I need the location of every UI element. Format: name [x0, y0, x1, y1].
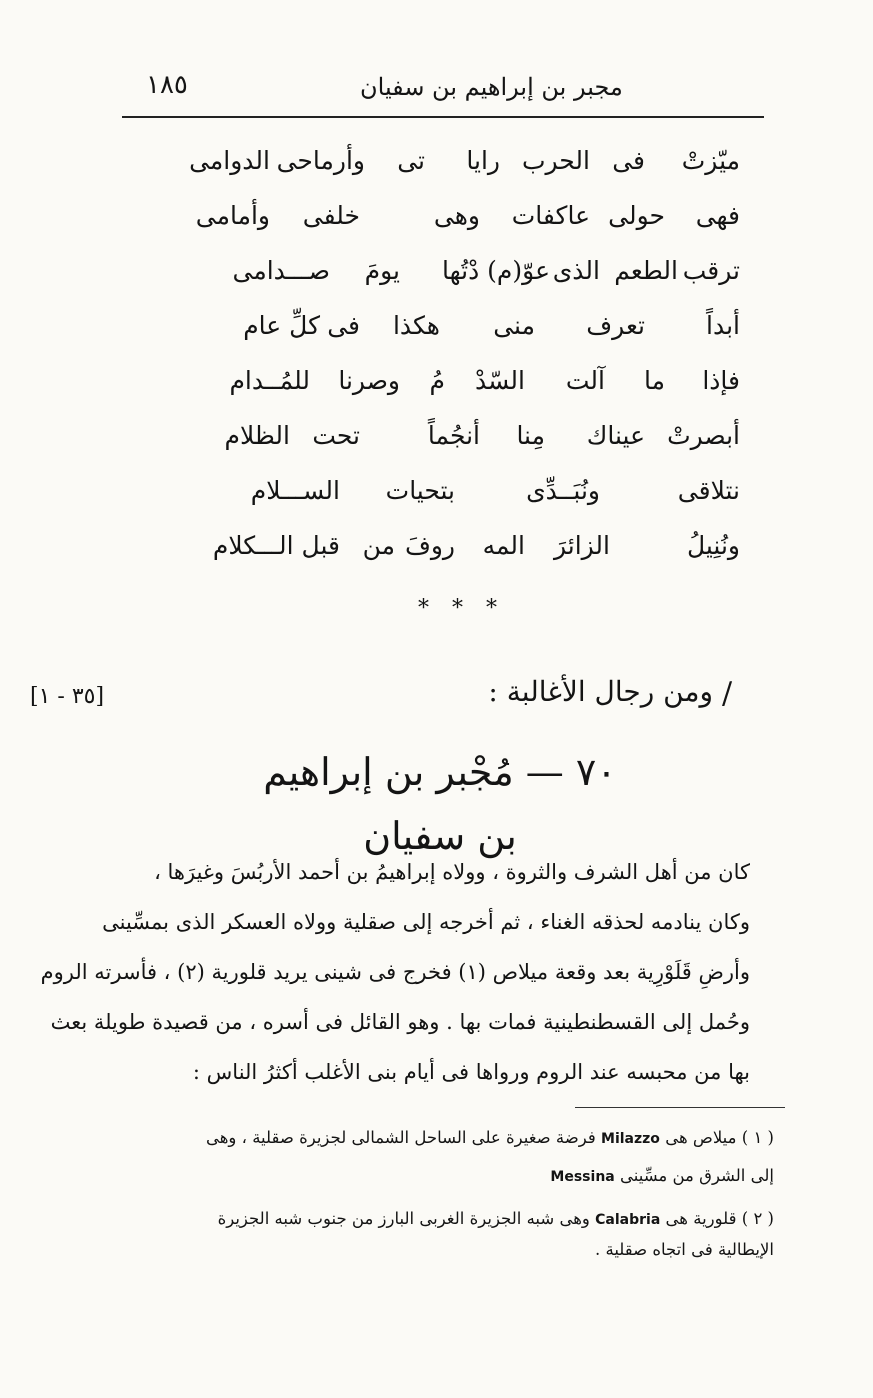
verse-word: خلفى: [302, 201, 360, 230]
verse-line: [200, 523, 740, 569]
verse-word: حولى: [608, 201, 665, 230]
page-number: ١٨٥: [146, 70, 188, 100]
verse-word: الزائرَ: [553, 531, 610, 560]
verse-word: ما: [643, 366, 665, 395]
verse-word: الذى: [552, 256, 600, 285]
verse-word: الطعم: [614, 256, 678, 285]
verse-word: صـــدامى: [232, 256, 330, 285]
verse-word: السّدْ: [475, 366, 525, 395]
verse-word: قبل الـــكلام: [212, 531, 340, 560]
verse-word: الظلام: [224, 421, 290, 450]
verse-word: الحرب: [521, 146, 590, 175]
verse-word: مِنا: [516, 421, 545, 450]
paragraph-line: وكان ينادمه لحذقه الغناء ، ثم أخرجه إلى صقلية وولاه العسكر الذى بمسِّينى: [102, 910, 750, 934]
verse-line: [200, 248, 740, 294]
section-separator: * * *: [418, 596, 505, 621]
section-heading: ومن رجال الأغالبة :: [488, 675, 713, 708]
footnote-latin-term: Calabria: [595, 1212, 661, 1228]
verse-word: تى: [397, 146, 425, 175]
running-title: مجبر بن إبراهيم بن سفيان: [360, 73, 623, 101]
verse-line: [200, 358, 740, 404]
verse-word: ونُبَــدِّى: [526, 476, 600, 505]
footnote-text: فرضة صغيرة على الساحل الشمالى لجزيرة صقلية ، وهى: [205, 1128, 596, 1147]
page-break-mark: /: [722, 676, 733, 711]
paragraph-line: وحُمل إلى القسطنطينية فمات بها . وهو القائل فى أسره ، من قصيدة طويلة بعث: [50, 1010, 750, 1034]
verse-word: للمُــدام: [229, 366, 310, 395]
verse-line: [195, 193, 740, 239]
paragraph-line: وأرضِ قَلَوْرِية بعد وقعة ميلاص (١) فخرج فى شينى يريد قلورية (٢) ، فأسرته الروم: [40, 960, 750, 984]
verse-word: ميّزتْ: [681, 146, 740, 175]
verse-word: مُ: [429, 366, 445, 395]
verse-word: نتلاقى: [677, 476, 740, 505]
footnote-text: وهى شبه الجزيرة الغربى البارز من جنوب شبه الجزيرة: [217, 1209, 590, 1228]
verse-word: المه: [482, 531, 525, 560]
header-rule: [122, 116, 764, 118]
verse-word: فإذا: [702, 366, 740, 395]
verse-word: فى: [612, 146, 645, 175]
footnote-latin-term: Milazzo: [601, 1131, 660, 1147]
verse-word: ترقب: [682, 256, 740, 285]
footnote-2-continued: الإيطالية فى اتجاه صقلية .: [594, 1240, 774, 1259]
verse-word: رايا: [466, 146, 500, 175]
verse-line: [200, 303, 740, 349]
verse-word: منى: [493, 311, 535, 340]
footnote-1: [122, 1125, 774, 1152]
verse-word: ونُنِيلُ: [686, 531, 740, 560]
entry-heading: ٧٠ — مُجْبر بن إبراهيم بن سفيان: [263, 750, 617, 858]
verse-word: وأمامى: [195, 201, 270, 230]
verse-word: يومَ: [364, 256, 400, 285]
verse-word: الســـلام: [250, 476, 340, 505]
verse-word: وأرماحى: [276, 146, 365, 175]
footnote-latin-term: Messina: [550, 1169, 615, 1185]
verse-word: تحت: [312, 421, 360, 450]
verse-word: الدوامى: [189, 146, 270, 175]
verse-word: كلِّ عام: [243, 311, 320, 340]
verse-word: هكذا: [392, 311, 440, 340]
verse-word: عيناك: [586, 421, 645, 450]
verse-line: [189, 138, 740, 184]
footnote-text: إلى الشرق من مسِّينى: [619, 1166, 774, 1185]
footnote-text: ( ٢ ) قلورية هى: [665, 1209, 774, 1228]
verse-word: أبصرتْ: [667, 421, 740, 450]
footnote-text: ( ١ ) ميلاص هى: [665, 1128, 774, 1147]
footnote-2: [122, 1206, 774, 1233]
verse-word: فى: [327, 311, 360, 340]
footnote-1-continued: [122, 1163, 774, 1190]
verse-word: وهى: [433, 201, 480, 230]
margin-reference: [٣٥ - ١]: [30, 684, 105, 709]
verse-word: من: [362, 531, 395, 560]
verse-word: تعرف: [586, 311, 645, 340]
verse-word: عاكفات: [511, 201, 590, 230]
footnote-rule: [575, 1107, 785, 1108]
verse-word: روفَ: [404, 531, 455, 560]
verse-word: فهى: [695, 201, 740, 230]
verse-word: أبداً: [706, 311, 740, 340]
verse-word: آلت: [565, 366, 605, 395]
verse-line: [200, 468, 740, 514]
verse-word: بتحيات: [385, 476, 455, 505]
verse-word: وصرنا: [338, 366, 400, 395]
paragraph-line: بها من محبسه عند الروم ورواها فى أيام بنى الأغلب أكثرُ الناس :: [192, 1060, 750, 1084]
verse-word: عوّ(م) دْتُها: [442, 256, 550, 285]
verse-word: أنجُماً: [427, 421, 480, 450]
paragraph-line: كان من أهل الشرف والثروة ، وولاه إبراهيمُ بن أحمد الأربُسَ وغيرَها ،: [154, 860, 750, 884]
verse-line: [200, 413, 740, 459]
